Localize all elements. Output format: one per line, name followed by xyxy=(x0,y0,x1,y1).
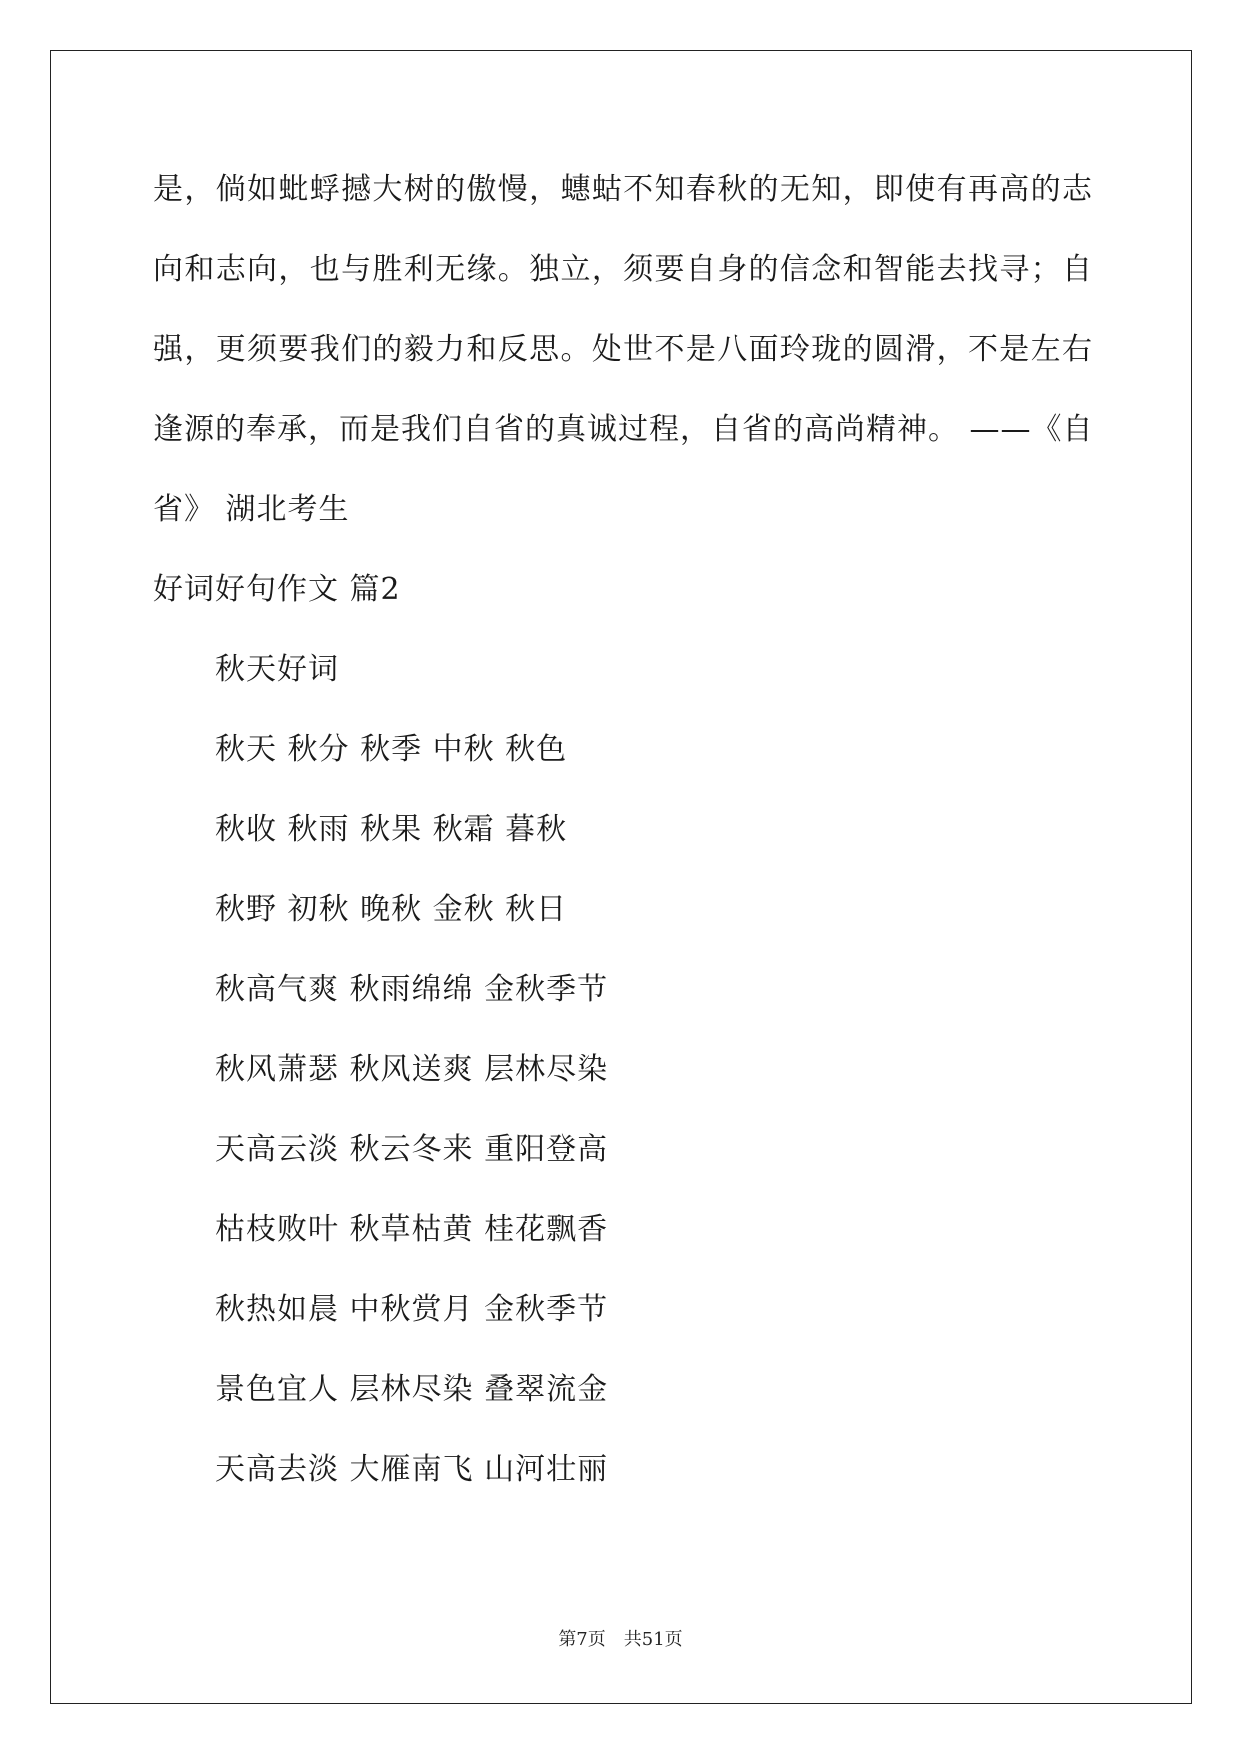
paragraph-line-4: 逢源的奉承，而是我们自省的真诚过程，自省的高尚精神。 ——《自 xyxy=(153,412,1094,447)
word-row: 秋风萧瑟 秋风送爽 层林尽染 xyxy=(215,1052,609,1087)
word-row: 秋野 初秋 晚秋 金秋 秋日 xyxy=(215,892,568,927)
word-row: 天高云淡 秋云冬来 重阳登高 xyxy=(215,1132,609,1167)
word-row: 秋热如晨 中秋赏月 金秋季节 xyxy=(215,1292,609,1327)
paragraph-line-1: 是，倘如蚍蜉撼大树的傲慢，蟪蛄不知春秋的无知，即使有再高的志 xyxy=(153,172,1093,207)
paragraph-line-5: 省》 湖北考生 xyxy=(153,492,350,527)
word-row: 秋收 秋雨 秋果 秋霜 暮秋 xyxy=(215,812,568,847)
word-row: 景色宜人 层林尽染 叠翠流金 xyxy=(215,1372,609,1407)
word-row: 枯枝败叶 秋草枯黄 桂花飘香 xyxy=(215,1212,609,1247)
paragraph-line-3: 强，更须要我们的毅力和反思。处世不是八面玲珑的圆滑，不是左右 xyxy=(153,332,1093,367)
word-row: 秋高气爽 秋雨绵绵 金秋季节 xyxy=(215,972,609,1007)
page-number-footer: 第7页 共51页 xyxy=(558,1629,683,1650)
word-row: 天高去淡 大雁南飞 山河壮丽 xyxy=(215,1452,609,1487)
section-heading: 好词好句作文 篇2 xyxy=(153,572,401,607)
subheading: 秋天好词 xyxy=(215,652,339,687)
paragraph-line-2: 向和志向，也与胜利无缘。独立，须要自身的信念和智能去找寻；自 xyxy=(153,252,1093,287)
word-row: 秋天 秋分 秋季 中秋 秋色 xyxy=(215,732,568,767)
